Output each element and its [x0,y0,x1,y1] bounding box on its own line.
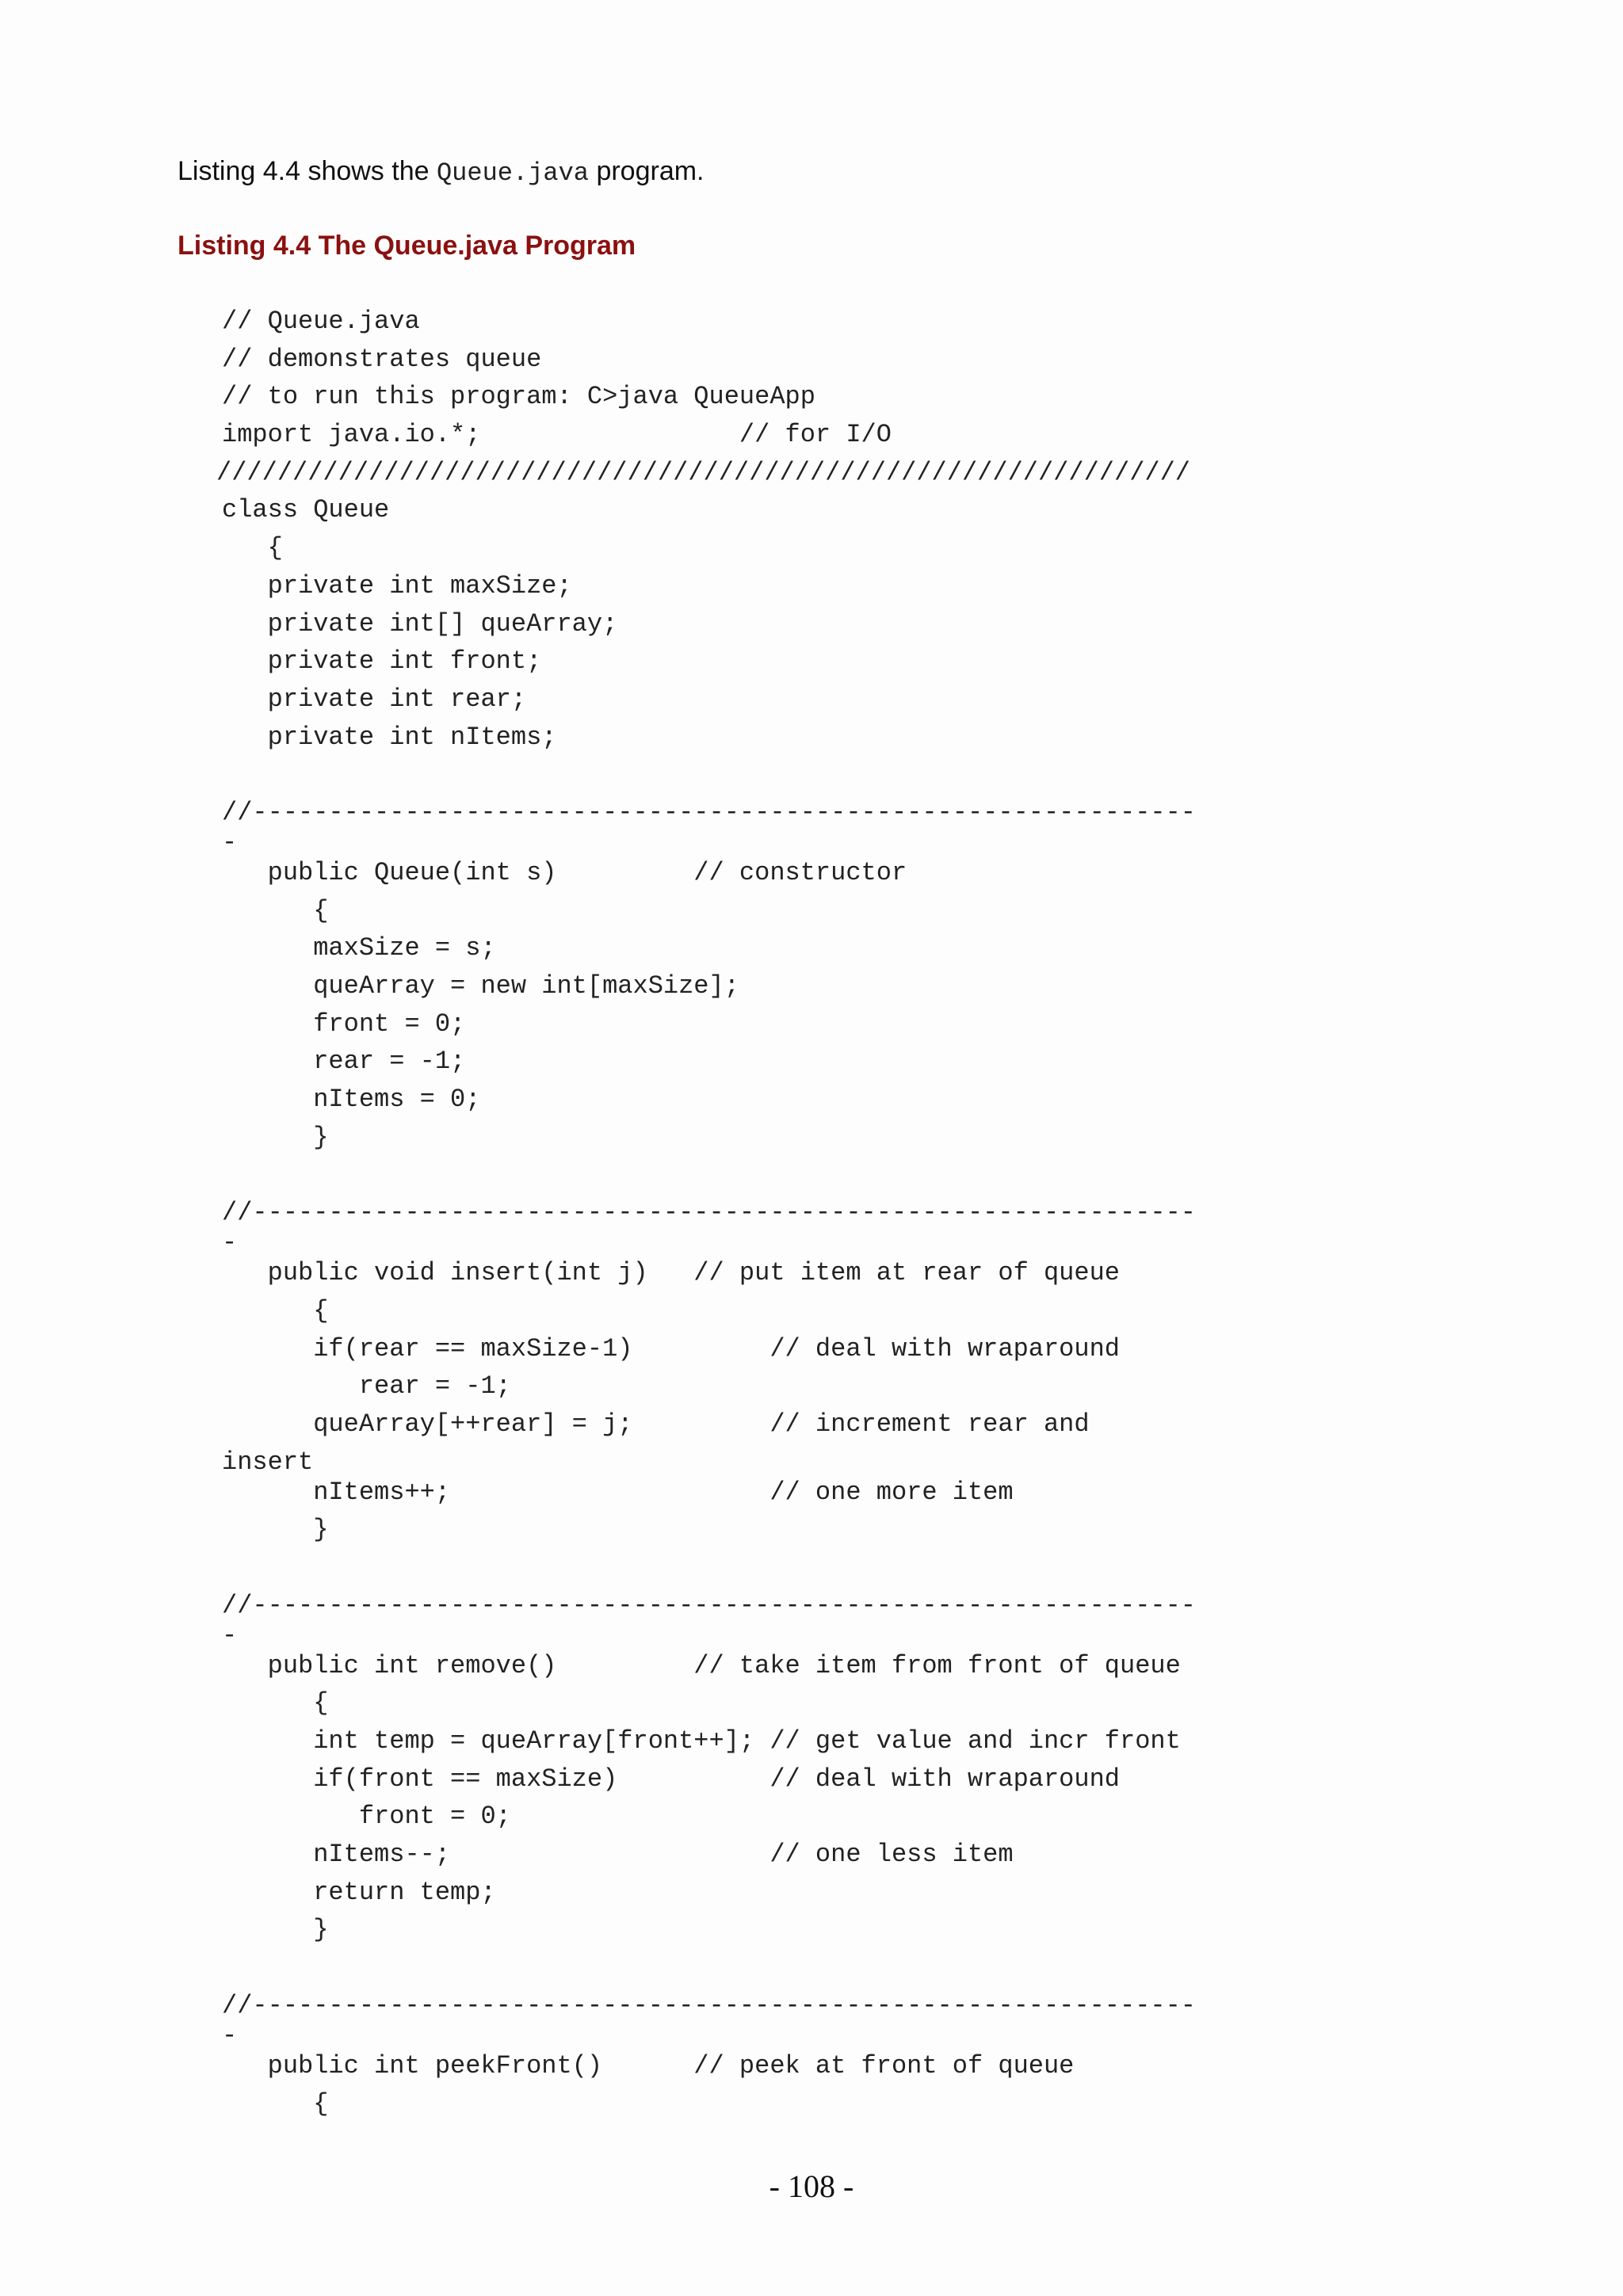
code-line: { [222,1688,329,1718]
code-line: if(rear == maxSize-1) // deal with wraparound [222,1333,1120,1363]
code-listing [216,303,1196,2122]
code-line: } [222,1515,329,1545]
intro-text-before: Listing 4.4 shows the [178,156,437,186]
code-line: - [222,1620,238,1650]
code-blank-line [222,1549,1196,1587]
intro-paragraph [178,152,705,193]
code-blank-line [222,1156,1196,1194]
code-line: } [222,1122,329,1152]
code-line: } [222,1915,329,1945]
code-line: insert [222,1447,314,1477]
code-line: front = 0; [222,1802,511,1832]
code-line: //-------------------------------------------------------------- [222,1590,1196,1620]
code-line: // Queue.java [222,307,420,336]
intro-inline-code: Queue.java [436,158,589,188]
code-line: public int remove() // take item from front of queue [222,1650,1181,1680]
code-line: int temp = queArray[front++]; // get value and incr front [222,1726,1181,1756]
code-line: { [222,1295,329,1325]
page-number: - 108 - [769,2168,854,2204]
listing-title: Listing 4.4 The Queue.java Program [178,231,636,261]
code-line: - [222,1228,238,1258]
code-line: maxSize = s; [222,933,496,963]
intro-text-after: program. [589,156,705,186]
code-line: return temp; [222,1877,496,1907]
code-line: class Queue [222,495,390,525]
code-line: { [222,533,283,563]
code-line: - [222,827,238,857]
code-line: import java.io.*; // for I/O [222,420,892,450]
code-line: nItems++; // one more item [222,1477,1014,1507]
code-blank-line [222,756,1196,794]
code-line: nItems--; // one less item [222,1840,1014,1870]
code-line: //-------------------------------------------------------------- [222,1990,1196,2020]
code-line: queArray[++rear] = j; // increment rear and [222,1409,1090,1439]
code-line: // demonstrates queue [222,344,542,374]
code-line: { [222,895,329,925]
code-line: front = 0; [222,1009,466,1039]
code-line: private int maxSize; [222,570,572,601]
code-line: public void insert(int j) // put item at rear of queue [222,1258,1120,1288]
code-line: private int rear; [222,684,527,714]
code-line: { [222,2088,329,2119]
code-blank-line [222,1949,1196,1987]
code-line: // to run this program: C>java QueueApp [222,382,815,412]
code-line: rear = -1; [222,1371,511,1402]
code-line: - [222,2020,238,2050]
code-line: private int front; [222,646,542,677]
code-line: public int peekFront() // peek at front of queue [222,2050,1075,2081]
code-line: //-------------------------------------------------------------- [222,1198,1196,1228]
code-line: //////////////////////////////////////////////////////////////// [216,457,1190,487]
code-line: private int nItems; [222,722,557,752]
code-line: queArray = new int[maxSize]; [222,971,739,1001]
code-line: if(front == maxSize) // deal with wraparound [222,1764,1120,1794]
code-line: //-------------------------------------------------------------- [222,797,1196,827]
code-line: rear = -1; [222,1047,466,1077]
code-line: nItems = 0; [222,1085,481,1115]
code-line: private int[] queArray; [222,608,618,639]
code-line: public Queue(int s) // constructor [222,857,907,887]
